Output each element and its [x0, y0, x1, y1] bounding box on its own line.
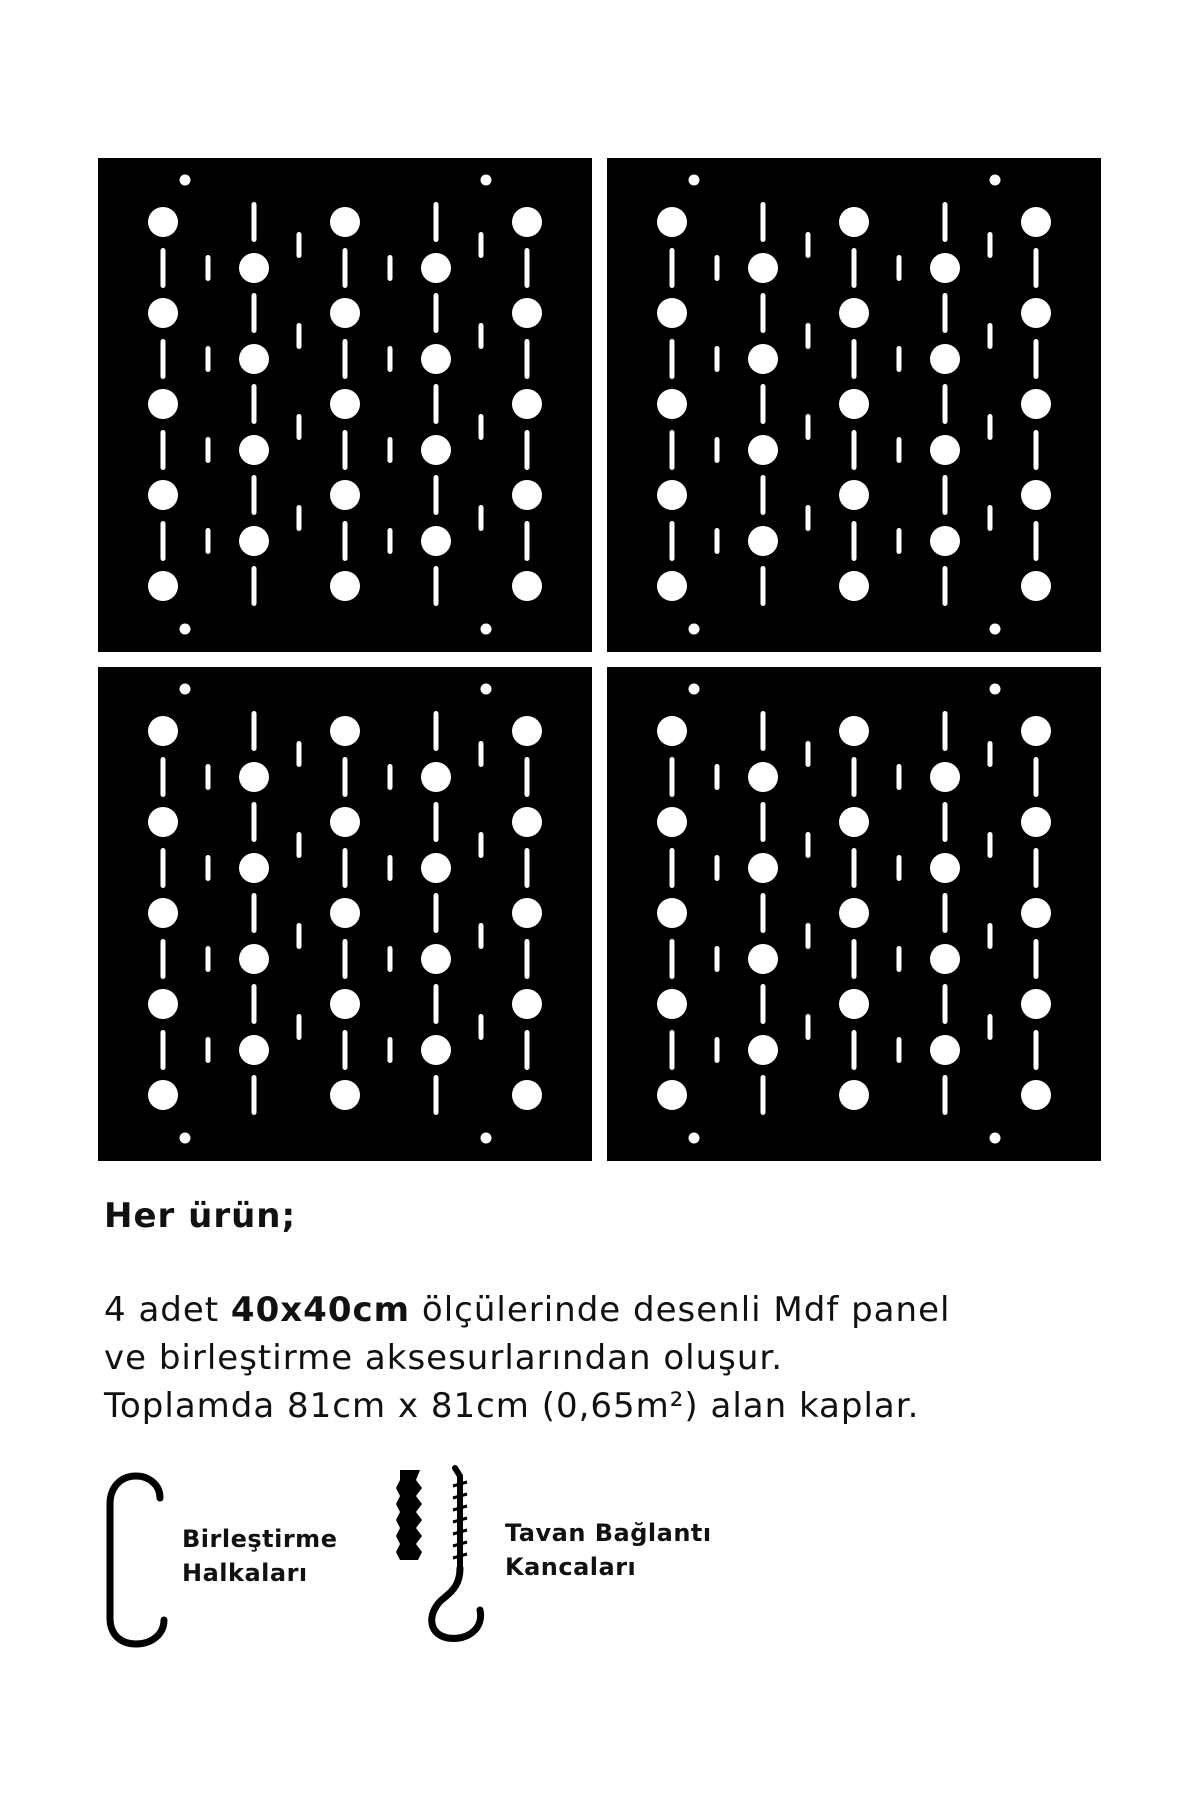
pattern-short-slit: [806, 414, 811, 440]
pattern-dot: [421, 853, 451, 883]
pattern-dot: [748, 853, 778, 883]
pattern-slit: [434, 1075, 439, 1115]
pattern-slit: [1034, 1030, 1039, 1070]
pattern-dot: [748, 526, 778, 556]
pattern-slit: [525, 848, 530, 888]
pattern-short-slit: [297, 323, 302, 349]
pattern-short-slit: [388, 855, 393, 881]
pattern-dot: [512, 1080, 542, 1110]
pattern-slit: [434, 384, 439, 424]
pattern-slit: [1034, 521, 1039, 561]
pattern-slit: [761, 202, 766, 242]
pattern-dot: [512, 898, 542, 928]
pattern-slit: [343, 521, 348, 561]
pattern-slit: [252, 711, 257, 751]
mounting-hole: [689, 175, 700, 186]
pattern-slit: [252, 1075, 257, 1115]
pattern-slit: [252, 293, 257, 333]
pattern-short-slit: [206, 437, 211, 463]
pattern-short-slit: [297, 832, 302, 858]
pattern-dot: [930, 526, 960, 556]
ring-label-line-2: Halkaları: [182, 1559, 308, 1587]
pattern-dot: [421, 435, 451, 465]
pattern-short-slit: [715, 346, 720, 372]
pattern-short-slit: [988, 323, 993, 349]
pattern-short-slit: [988, 832, 993, 858]
pattern-slit: [761, 711, 766, 751]
pattern-dot: [512, 389, 542, 419]
pattern-short-slit: [388, 764, 393, 790]
pattern-slit: [525, 339, 530, 379]
pattern-slit: [943, 384, 948, 424]
pattern-dot: [657, 389, 687, 419]
hook-label-line-1: Tavan Bağlantı: [505, 1519, 712, 1547]
pattern-slit: [1034, 848, 1039, 888]
pattern-slit: [1034, 757, 1039, 797]
pattern-slit: [343, 1030, 348, 1070]
pattern-slit: [252, 566, 257, 606]
pattern-dot: [239, 526, 269, 556]
pattern-slit: [852, 757, 857, 797]
pattern-slit: [670, 939, 675, 979]
pattern-dot: [1021, 480, 1051, 510]
pattern-slit: [852, 1030, 857, 1070]
ring-label: [182, 1522, 337, 1590]
pattern-short-slit: [479, 923, 484, 949]
pattern-short-slit: [715, 855, 720, 881]
pattern-dot: [657, 1080, 687, 1110]
pattern-slit: [434, 893, 439, 933]
pattern-dot: [748, 944, 778, 974]
pattern-slit: [1034, 248, 1039, 288]
pattern-short-slit: [988, 414, 993, 440]
info-heading: Her ürün;: [104, 1196, 297, 1236]
pattern-dot: [839, 571, 869, 601]
pattern-short-slit: [388, 255, 393, 281]
product-description: [104, 1286, 1164, 1430]
pattern-slit: [252, 893, 257, 933]
pattern-short-slit: [806, 741, 811, 767]
pattern-slit: [161, 848, 166, 888]
pattern-short-slit: [388, 528, 393, 554]
pattern-dot: [657, 207, 687, 237]
pattern-dot: [930, 853, 960, 883]
pattern-dot: [512, 571, 542, 601]
pattern-dot: [512, 716, 542, 746]
panel-pattern: [607, 667, 1101, 1161]
pattern-dot: [839, 716, 869, 746]
pattern-short-slit: [806, 832, 811, 858]
pattern-dot: [330, 480, 360, 510]
pattern-dot: [930, 1035, 960, 1065]
pattern-dot: [930, 253, 960, 283]
pattern-dot: [330, 298, 360, 328]
pattern-slit: [252, 984, 257, 1024]
pattern-dot: [239, 853, 269, 883]
panel-bottom-left: [98, 667, 592, 1161]
pattern-dot: [748, 344, 778, 374]
pattern-dot: [330, 989, 360, 1019]
pattern-slit: [343, 248, 348, 288]
pattern-short-slit: [297, 414, 302, 440]
pattern-dot: [148, 389, 178, 419]
pattern-slit: [434, 566, 439, 606]
pattern-dot: [148, 571, 178, 601]
pattern-short-slit: [206, 855, 211, 881]
pattern-slit: [161, 939, 166, 979]
pattern-slit: [852, 248, 857, 288]
pattern-slit: [670, 248, 675, 288]
pattern-short-slit: [897, 255, 902, 281]
pattern-slit: [943, 475, 948, 515]
pattern-short-slit: [297, 923, 302, 949]
pattern-slit: [434, 293, 439, 333]
mounting-hole: [689, 684, 700, 695]
pattern-dot: [657, 807, 687, 837]
pattern-slit: [852, 939, 857, 979]
pattern-short-slit: [297, 505, 302, 531]
pattern-dot: [239, 944, 269, 974]
pattern-short-slit: [297, 1014, 302, 1040]
pattern-dot: [748, 1035, 778, 1065]
pattern-dot: [839, 898, 869, 928]
pattern-short-slit: [206, 255, 211, 281]
pattern-dot: [512, 480, 542, 510]
pattern-dot: [421, 526, 451, 556]
pattern-short-slit: [479, 414, 484, 440]
pattern-slit: [761, 566, 766, 606]
pattern-dot: [239, 253, 269, 283]
pattern-dot: [748, 435, 778, 465]
pattern-dot: [839, 989, 869, 1019]
pattern-slit: [525, 521, 530, 561]
pattern-slit: [943, 711, 948, 751]
pattern-slit: [343, 939, 348, 979]
pattern-dot: [657, 989, 687, 1019]
pattern-dot: [1021, 716, 1051, 746]
ceiling-hook-icon: [388, 1458, 498, 1648]
panel-bottom-right: [607, 667, 1101, 1161]
pattern-dot: [239, 1035, 269, 1065]
description-line-1-prefix: 4 adet: [104, 1290, 231, 1330]
mounting-hole: [689, 624, 700, 635]
pattern-dot: [839, 389, 869, 419]
pattern-dot: [1021, 389, 1051, 419]
pattern-slit: [943, 1075, 948, 1115]
pattern-dot: [148, 898, 178, 928]
pattern-short-slit: [388, 346, 393, 372]
pattern-dot: [1021, 298, 1051, 328]
pattern-slit: [670, 521, 675, 561]
pattern-slit: [1034, 339, 1039, 379]
pattern-short-slit: [715, 528, 720, 554]
pattern-slit: [852, 521, 857, 561]
pattern-dot: [239, 762, 269, 792]
pattern-slit: [525, 1030, 530, 1070]
pattern-short-slit: [388, 946, 393, 972]
pattern-dot: [421, 1035, 451, 1065]
pattern-slit: [1034, 939, 1039, 979]
panel-size: 40x40cm: [230, 1290, 411, 1330]
pattern-dot: [330, 1080, 360, 1110]
pattern-short-slit: [206, 1037, 211, 1063]
pattern-dot: [1021, 898, 1051, 928]
hook-label-line-2: Kancaları: [505, 1553, 637, 1581]
mounting-hole: [180, 1133, 191, 1144]
pattern-short-slit: [806, 505, 811, 531]
pattern-dot: [657, 571, 687, 601]
pattern-slit: [852, 430, 857, 470]
pattern-dot: [1021, 807, 1051, 837]
pattern-short-slit: [988, 1014, 993, 1040]
pattern-slit: [761, 984, 766, 1024]
pattern-slit: [525, 939, 530, 979]
pattern-dot: [512, 989, 542, 1019]
pattern-short-slit: [897, 528, 902, 554]
pattern-short-slit: [897, 855, 902, 881]
pattern-short-slit: [479, 741, 484, 767]
ring-label-line-1: Birleştirme: [182, 1525, 338, 1553]
pattern-dot: [748, 762, 778, 792]
pattern-short-slit: [715, 255, 720, 281]
pattern-short-slit: [715, 764, 720, 790]
pattern-slit: [761, 293, 766, 333]
pattern-short-slit: [988, 741, 993, 767]
pattern-short-slit: [715, 946, 720, 972]
pattern-slit: [943, 802, 948, 842]
panel-top-right: [607, 158, 1101, 652]
pattern-dot: [239, 344, 269, 374]
pattern-slit: [670, 848, 675, 888]
mounting-hole: [990, 684, 1001, 695]
panel-top-left: [98, 158, 592, 652]
pattern-slit: [434, 711, 439, 751]
pattern-dot: [148, 480, 178, 510]
pattern-dot: [239, 435, 269, 465]
pattern-slit: [525, 757, 530, 797]
pattern-slit: [943, 293, 948, 333]
pattern-dot: [421, 344, 451, 374]
pattern-dot: [330, 807, 360, 837]
pattern-dot: [512, 298, 542, 328]
pattern-slit: [252, 475, 257, 515]
pattern-slit: [434, 475, 439, 515]
pattern-dot: [657, 716, 687, 746]
pattern-slit: [343, 430, 348, 470]
pattern-slit: [852, 848, 857, 888]
pattern-dot: [512, 207, 542, 237]
pattern-dot: [1021, 1080, 1051, 1110]
pattern-dot: [421, 253, 451, 283]
pattern-dot: [839, 298, 869, 328]
pattern-slit: [943, 893, 948, 933]
pattern-dot: [657, 298, 687, 328]
pattern-slit: [852, 339, 857, 379]
pattern-short-slit: [297, 741, 302, 767]
pattern-dot: [148, 1080, 178, 1110]
pattern-slit: [525, 248, 530, 288]
pattern-slit: [161, 1030, 166, 1070]
mounting-hole: [481, 624, 492, 635]
pattern-short-slit: [806, 323, 811, 349]
mounting-hole: [689, 1133, 700, 1144]
pattern-dot: [930, 435, 960, 465]
pattern-short-slit: [897, 346, 902, 372]
panel-pattern: [607, 158, 1101, 652]
pattern-slit: [434, 802, 439, 842]
pattern-short-slit: [897, 1037, 902, 1063]
pattern-slit: [161, 430, 166, 470]
pattern-dot: [1021, 989, 1051, 1019]
pattern-slit: [161, 248, 166, 288]
pattern-slit: [252, 802, 257, 842]
mounting-hole: [990, 1133, 1001, 1144]
description-line-1-suffix: ölçülerinde desenli Mdf panel: [410, 1290, 951, 1330]
pattern-slit: [761, 475, 766, 515]
pattern-dot: [330, 389, 360, 419]
mounting-hole: [990, 624, 1001, 635]
pattern-dot: [330, 207, 360, 237]
pattern-dot: [748, 253, 778, 283]
panel-pattern: [98, 158, 592, 652]
pattern-short-slit: [206, 346, 211, 372]
pattern-dot: [330, 716, 360, 746]
pattern-short-slit: [479, 1014, 484, 1040]
pattern-dot: [657, 898, 687, 928]
pattern-dot: [421, 944, 451, 974]
pattern-slit: [670, 339, 675, 379]
pattern-short-slit: [806, 232, 811, 258]
mounting-hole: [180, 684, 191, 695]
hook-label: [505, 1516, 712, 1584]
pattern-dot: [657, 480, 687, 510]
pattern-short-slit: [388, 437, 393, 463]
pattern-short-slit: [897, 946, 902, 972]
mounting-hole: [180, 175, 191, 186]
pattern-slit: [943, 984, 948, 1024]
pattern-short-slit: [479, 832, 484, 858]
pattern-dot: [421, 762, 451, 792]
pattern-dot: [148, 298, 178, 328]
pattern-slit: [434, 202, 439, 242]
pattern-slit: [761, 802, 766, 842]
mounting-hole: [481, 1133, 492, 1144]
pattern-slit: [434, 984, 439, 1024]
pattern-slit: [343, 848, 348, 888]
pattern-slit: [343, 757, 348, 797]
panel-pattern: [98, 667, 592, 1161]
pattern-dot: [839, 480, 869, 510]
pattern-dot: [512, 807, 542, 837]
pattern-slit: [761, 1075, 766, 1115]
pattern-slit: [761, 384, 766, 424]
pattern-slit: [252, 384, 257, 424]
pattern-short-slit: [715, 1037, 720, 1063]
pattern-short-slit: [388, 1037, 393, 1063]
pattern-slit: [161, 757, 166, 797]
pattern-short-slit: [988, 505, 993, 531]
pattern-slit: [670, 757, 675, 797]
pattern-dot: [930, 344, 960, 374]
pattern-short-slit: [897, 764, 902, 790]
pattern-short-slit: [206, 946, 211, 972]
pattern-dot: [330, 898, 360, 928]
pattern-short-slit: [206, 764, 211, 790]
pattern-dot: [148, 207, 178, 237]
pattern-dot: [1021, 571, 1051, 601]
pattern-short-slit: [206, 528, 211, 554]
pattern-dot: [148, 716, 178, 746]
description-line-2: ve birleştirme aksesurlarından oluşur.: [104, 1338, 784, 1378]
pattern-short-slit: [897, 437, 902, 463]
pattern-short-slit: [988, 232, 993, 258]
pattern-short-slit: [715, 437, 720, 463]
pattern-short-slit: [806, 923, 811, 949]
mounting-hole: [990, 175, 1001, 186]
pattern-dot: [930, 762, 960, 792]
pattern-slit: [943, 202, 948, 242]
pattern-dot: [839, 1080, 869, 1110]
pattern-slit: [161, 339, 166, 379]
mounting-hole: [481, 684, 492, 695]
pattern-slit: [761, 893, 766, 933]
pattern-short-slit: [297, 232, 302, 258]
pattern-short-slit: [479, 505, 484, 531]
pattern-slit: [670, 1030, 675, 1070]
pattern-dot: [148, 807, 178, 837]
pattern-short-slit: [479, 323, 484, 349]
pattern-slit: [252, 202, 257, 242]
pattern-slit: [1034, 430, 1039, 470]
pattern-slit: [525, 430, 530, 470]
pattern-dot: [330, 571, 360, 601]
description-line-1: [104, 1286, 1164, 1334]
pattern-slit: [670, 430, 675, 470]
pattern-slit: [343, 339, 348, 379]
pattern-short-slit: [806, 1014, 811, 1040]
pattern-dot: [148, 989, 178, 1019]
mounting-hole: [481, 175, 492, 186]
description-line-3: Toplamda 81cm x 81cm (0,65m²) alan kaplar.: [104, 1386, 920, 1426]
pattern-dot: [839, 807, 869, 837]
mounting-hole: [180, 624, 191, 635]
pattern-dot: [839, 207, 869, 237]
carabiner-ring-icon: [98, 1470, 188, 1650]
pattern-slit: [943, 566, 948, 606]
pattern-dot: [930, 944, 960, 974]
pattern-slit: [161, 521, 166, 561]
pattern-dot: [1021, 207, 1051, 237]
pattern-short-slit: [988, 923, 993, 949]
pattern-short-slit: [479, 232, 484, 258]
